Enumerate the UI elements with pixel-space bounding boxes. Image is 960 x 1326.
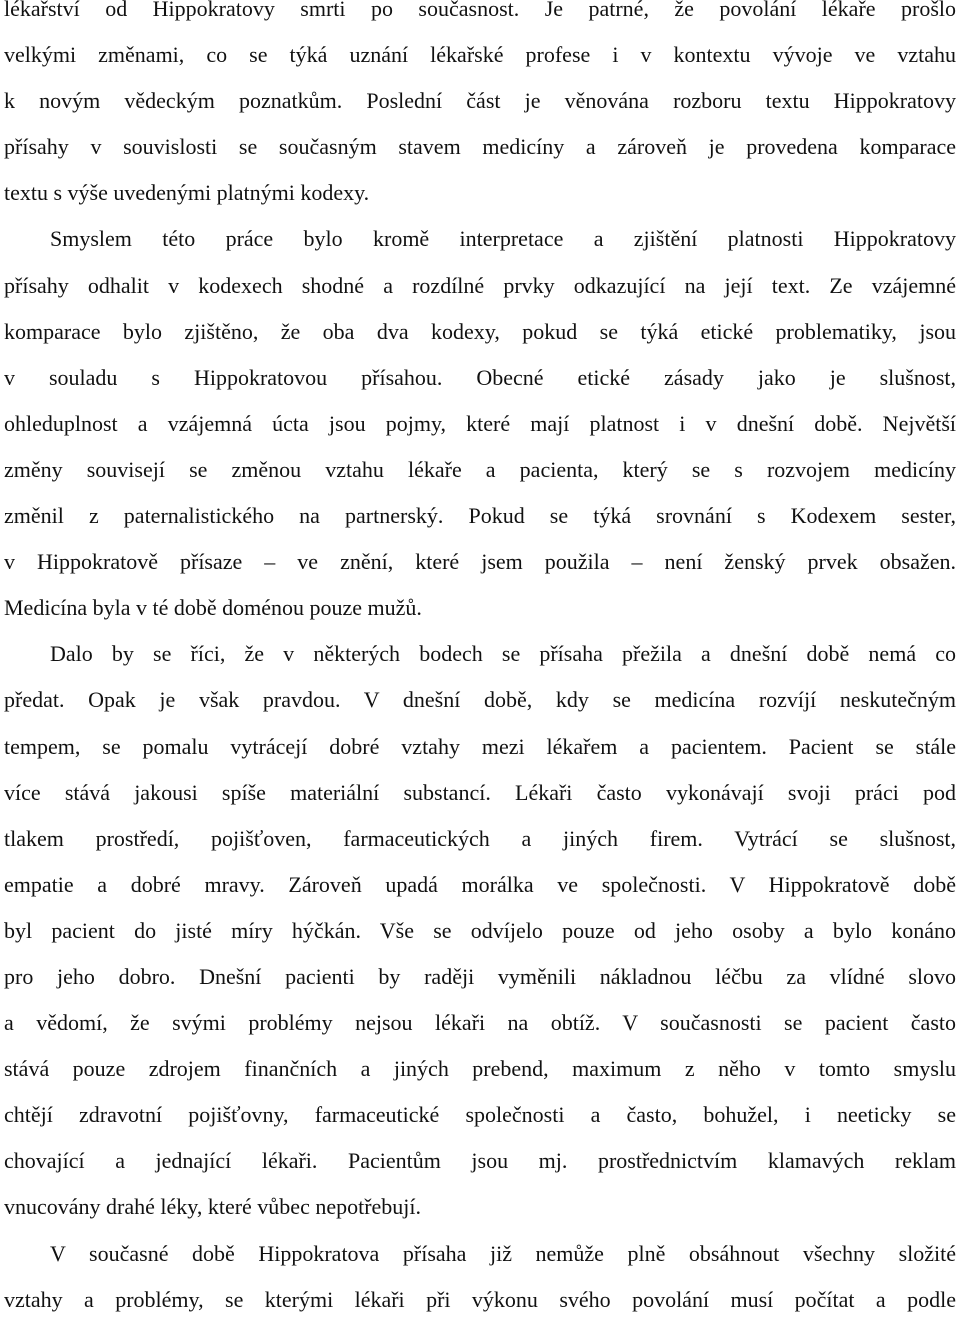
paragraph [4, 216, 956, 631]
text-line: k novým vědeckým poznatkům. Poslední část je věnována rozboru textu Hippokratovy [4, 88, 956, 114]
text-line: více stává jakousi spíše materiální substancí. Lékaři často vykonávají svoji práci pod [4, 779, 956, 805]
text-line: pro jeho dobro. Dnešní pacienti by raději vyměnili nákladnou léčbu za vlídné slovo [4, 963, 956, 989]
text-line: Dalo by se říci, že v některých bodech se přísaha přežila a dnešní době nemá co [50, 641, 956, 667]
text-line: textu s výše uvedenými platnými kodexy. [4, 180, 370, 206]
text-line: a vědomí, že svými problémy nejsou lékaři na obtíž. V současnosti se pacient často [4, 1010, 956, 1036]
text-line: vnucovány drahé léky, které vůbec nepotřebují. [4, 1194, 422, 1220]
paragraph [4, 0, 956, 216]
text-line: tempem, se pomalu vytrácejí dobré vztahy mezi lékařem a pacientem. Pacient se stále [4, 733, 956, 759]
text-line: přísahy odhalit v kodexech shodné a rozdílné prvky odkazující na její text. Ze vzájemné [4, 272, 956, 298]
text-line: chtějí zdravotní pojišťovny, farmaceutické společnosti a často, bohužel, i neeticky se [4, 1102, 956, 1128]
text-line: empatie a dobré mravy. Zároveň upadá morálka ve společnosti. V Hippokratově době [4, 871, 956, 897]
text-line: ohleduplnost a vzájemná úcta jsou pojmy, které mají platnost i v dnešní době. Největší [4, 410, 956, 436]
text-line: předat. Opak je však pravdou. V dnešní době, kdy se medicína rozvíjí neskutečným [4, 687, 956, 713]
text-line: lékařství od Hippokratovy smrti po současnost. Je patrné, že povolání lékaře prošlo [4, 0, 956, 21]
text-line: byl pacient do jisté míry hýčkán. Vše se odvíjelo pouze od jeho osoby a bylo konáno [4, 917, 956, 943]
text-line: komparace bylo zjištěno, že oba dva kodexy, pokud se týká etické problematiky, jsou [4, 318, 956, 344]
text-line: chovající a jednající lékaři. Pacientům jsou mj. prostřednictvím klamavých reklam [4, 1148, 956, 1174]
text-line: Smyslem této práce bylo kromě interpretace a zjištění platnosti Hippokratovy [50, 226, 956, 252]
text-line: velkými změnami, co se týká uznání lékařské profese i v kontextu vývoje ve vztahu [4, 42, 956, 68]
text-line: změny souvisejí se změnou vztahu lékaře a pacienta, který se s rozvojem medicíny [4, 456, 956, 482]
text-line: v Hippokratově přísaze – ve znění, které jsem použila – není ženský prvek obsažen. [4, 549, 956, 575]
paragraph [4, 1231, 956, 1323]
paragraph [4, 631, 956, 1230]
text-line: stává pouze zdrojem finančních a jiných prebend, maximum z něho v tomto smyslu [4, 1056, 956, 1082]
text-line: změnil z paternalistického na partnerský. Pokud se týká srovnání s Kodexem sester, [4, 503, 956, 529]
text-line: vztahy a problémy, se kterými lékaři při výkonu svého povolání musí počítat a podle [4, 1286, 956, 1312]
text-line: Medicína byla v té době doménou pouze mužů. [4, 595, 422, 621]
document-page [4, 0, 956, 1323]
text-line: přísahy v souvislosti se současným stavem medicíny a zároveň je provedena komparace [4, 134, 956, 160]
text-line: tlakem prostředí, pojišťoven, farmaceutických a jiných firem. Vytrácí se slušnost, [4, 825, 956, 851]
text-line: V současné době Hippokratova přísaha již nemůže plně obsáhnout všechny složité [50, 1240, 956, 1266]
text-line: v souladu s Hippokratovou přísahou. Obecné etické zásady jako je slušnost, [4, 364, 956, 390]
